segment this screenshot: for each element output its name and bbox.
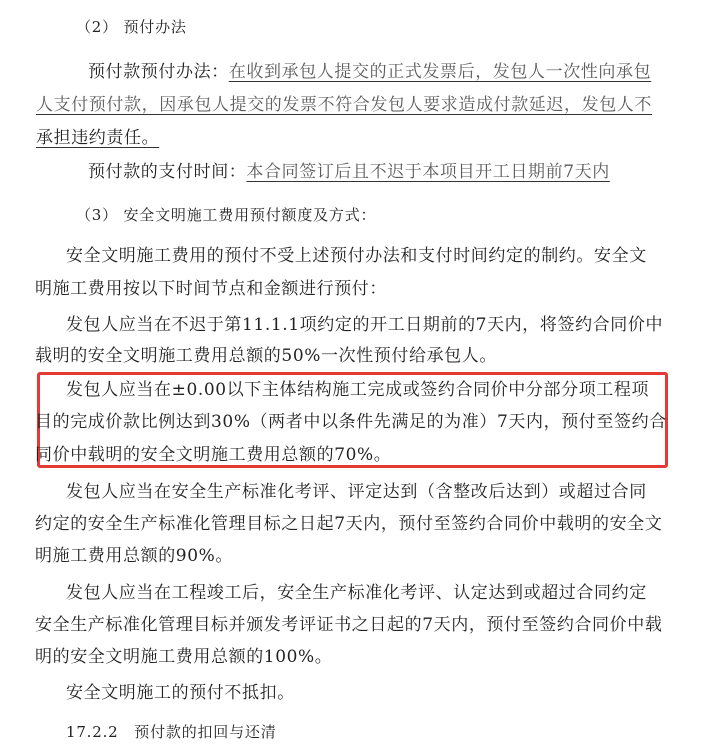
prepay-method-label: 预付款预付办法： (88, 62, 229, 82)
prepay-method-value-3: 承担违约责任。 (36, 128, 160, 148)
paragraph-5-line-3: 明的安全文明施工费用总额的100%。 (35, 647, 333, 667)
prepay-time-line (88, 160, 610, 184)
prepay-method-line-2 (36, 93, 652, 117)
paragraph-5-line-1: 发包人应当在工程竣工后，安全生产标准化考评、认定达到或超过合同约定 (66, 583, 647, 603)
section-2-heading: （2） 预付办法 (76, 18, 187, 36)
paragraph-4-line-2: 约定的安全生产标准化管理目标之日起7天内，预付至签约合同价中载明的安全文 (35, 514, 663, 534)
prepay-method-line-3 (36, 126, 159, 150)
prepay-method-line-1 (88, 60, 651, 84)
section-3-heading: （3） 安全文明施工费用预付额度及方式： (76, 206, 377, 224)
paragraph-4-line-3: 明施工费用总额的90%。 (35, 546, 233, 566)
paragraph-5-line-2: 安全生产标准化管理目标并颁发考评证书之日起的7天内，预付至签约合同价中载 (35, 615, 663, 635)
clause-17-2-2-heading: 17.2.2 预付款的扣回与还清 (66, 723, 277, 741)
paragraph-2-line-2: 载明的安全文明施工费用总额的50%一次性预付给承包人。 (35, 346, 497, 366)
paragraph-3-line-3: 同价中载明的安全文明施工费用总额的70%。 (35, 445, 392, 465)
paragraph-4-line-1: 发包人应当在安全生产标准化考评、评定达到（含整改后达到）或超过合同 (66, 482, 647, 502)
prepay-time-value: 本合同签订后且不迟于本项目开工日期前7天内 (246, 162, 610, 182)
paragraph-3-line-2: 目的完成价款比例达到30%（两者中以条件先满足的为准）7天内，预付至签约合 (35, 412, 667, 432)
paragraph-1-line-1: 安全文明施工费用的预付不受上述预付办法和支付时间约定的制约。安全文 (66, 246, 647, 266)
paragraph-3-line-1: 发包人应当在±0.00以下主体结构施工完成或签约合同价中分部分项工程项 (66, 380, 650, 400)
paragraph-2-line-1: 发包人应当在不迟于第11.1.1项约定的开工日期前的7天内，将签约合同价中 (66, 315, 664, 335)
paragraph-6-line-1: 安全文明施工的预付不抵扣。 (66, 683, 295, 703)
prepay-method-value-1: 在收到承包人提交的正式发票后，发包人一次性向承包 (228, 62, 652, 82)
prepay-method-value-2: 人支付预付款，因承包人提交的发票不符合发包人要求造成付款延迟，发包人不 (36, 95, 652, 115)
paragraph-1-line-2: 明施工费用按以下时间节点和金额进行预付： (35, 279, 387, 299)
prepay-time-label: 预付款的支付时间： (88, 162, 247, 182)
